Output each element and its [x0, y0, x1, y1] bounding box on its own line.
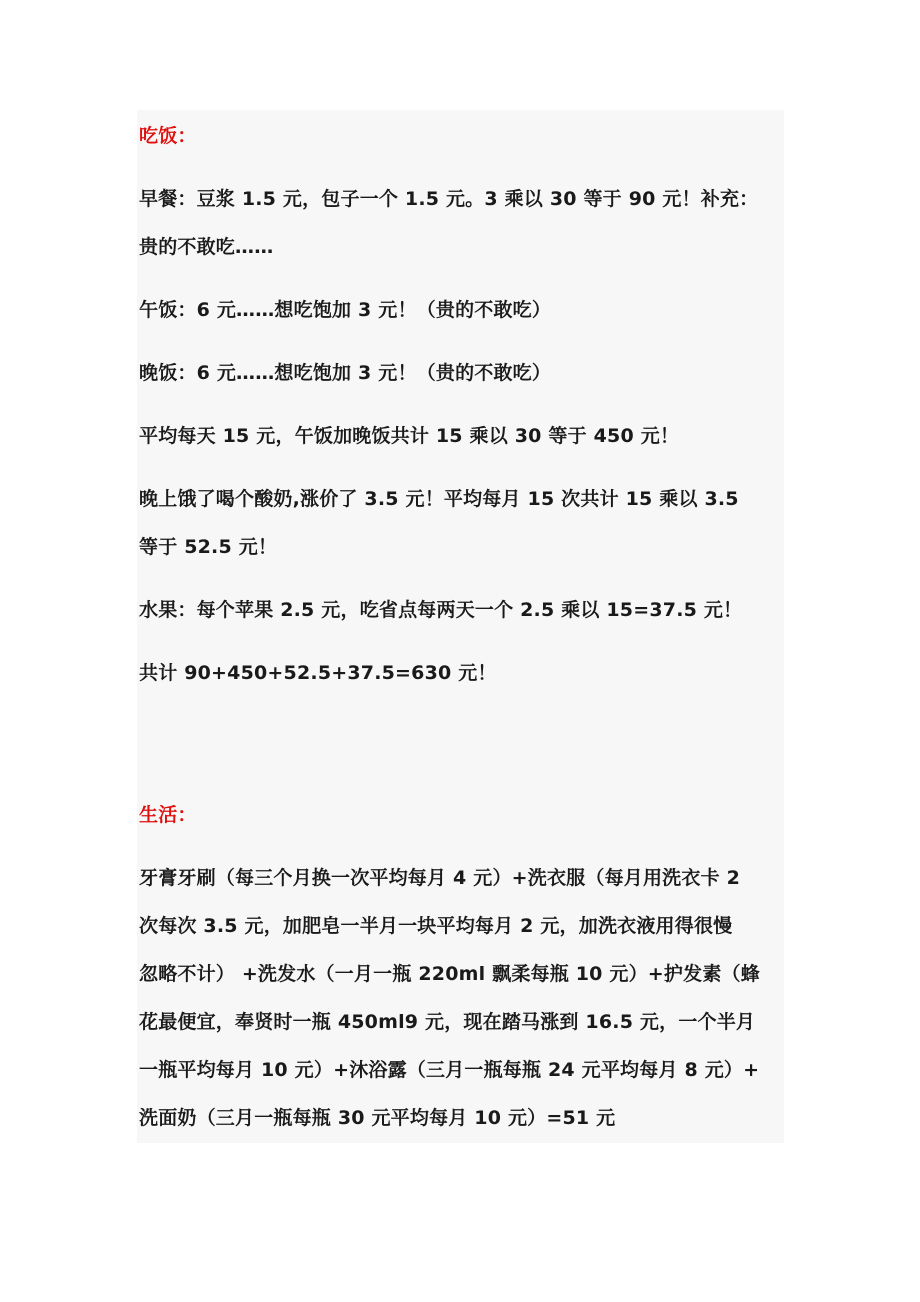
paragraph-living-line-4: 花最便宜，奉贤时一瓶 450ml9 元，现在踏马涨到 16.5 元，一个半月: [139, 1011, 756, 1033]
paragraph-living-line-2: 次每次 3.5 元，加肥皂一半月一块平均每月 2 元，加洗衣液用得很慢: [139, 915, 733, 937]
section-heading-meals: 吃饭：: [139, 125, 197, 147]
paragraph-yogurt-line-1: 晚上饿了喝个酸奶,涨价了 3.5 元！平均每月 15 次共计 15 乘以 3.5: [139, 488, 739, 510]
paragraph-breakfast-line-1: 早餐：豆浆 1.5 元，包子一个 1.5 元。3 乘以 30 等于 90 元！补充：: [139, 188, 759, 210]
document-content-block: [137, 110, 784, 1143]
section-heading-living: 生活：: [139, 804, 197, 826]
paragraph-lunch: 午饭：6 元……想吃饱加 3 元！（贵的不敢吃）: [139, 299, 552, 321]
paragraph-living-line-3: 忽略不计） +洗发水（一月一瓶 220ml 飘柔每瓶 10 元）+护发素（蜂: [139, 963, 760, 985]
paragraph-daily-average: 平均每天 15 元，午饭加晚饭共计 15 乘以 30 等于 450 元！: [139, 425, 680, 447]
paragraph-fruit: 水果：每个苹果 2.5 元，吃省点每两天一个 2.5 乘以 15=37.5 元！: [139, 599, 743, 621]
paragraph-living-line-6: 洗面奶（三月一瓶每瓶 30 元平均每月 10 元）=51 元: [139, 1107, 616, 1129]
paragraph-dinner: 晚饭：6 元……想吃饱加 3 元！（贵的不敢吃）: [139, 362, 552, 384]
paragraph-living-line-5: 一瓶平均每月 10 元）+沐浴露（三月一瓶每瓶 24 元平均每月 8 元）+: [139, 1059, 760, 1081]
paragraph-breakfast-line-2: 贵的不敢吃……: [139, 236, 274, 258]
paragraph-yogurt-line-2: 等于 52.5 元！: [139, 536, 278, 558]
paragraph-meals-total: 共计 90+450+52.5+37.5=630 元！: [139, 662, 497, 684]
paragraph-living-line-1: 牙膏牙刷（每三个月换一次平均每月 4 元）+洗衣服（每月用洗衣卡 2: [139, 867, 741, 889]
